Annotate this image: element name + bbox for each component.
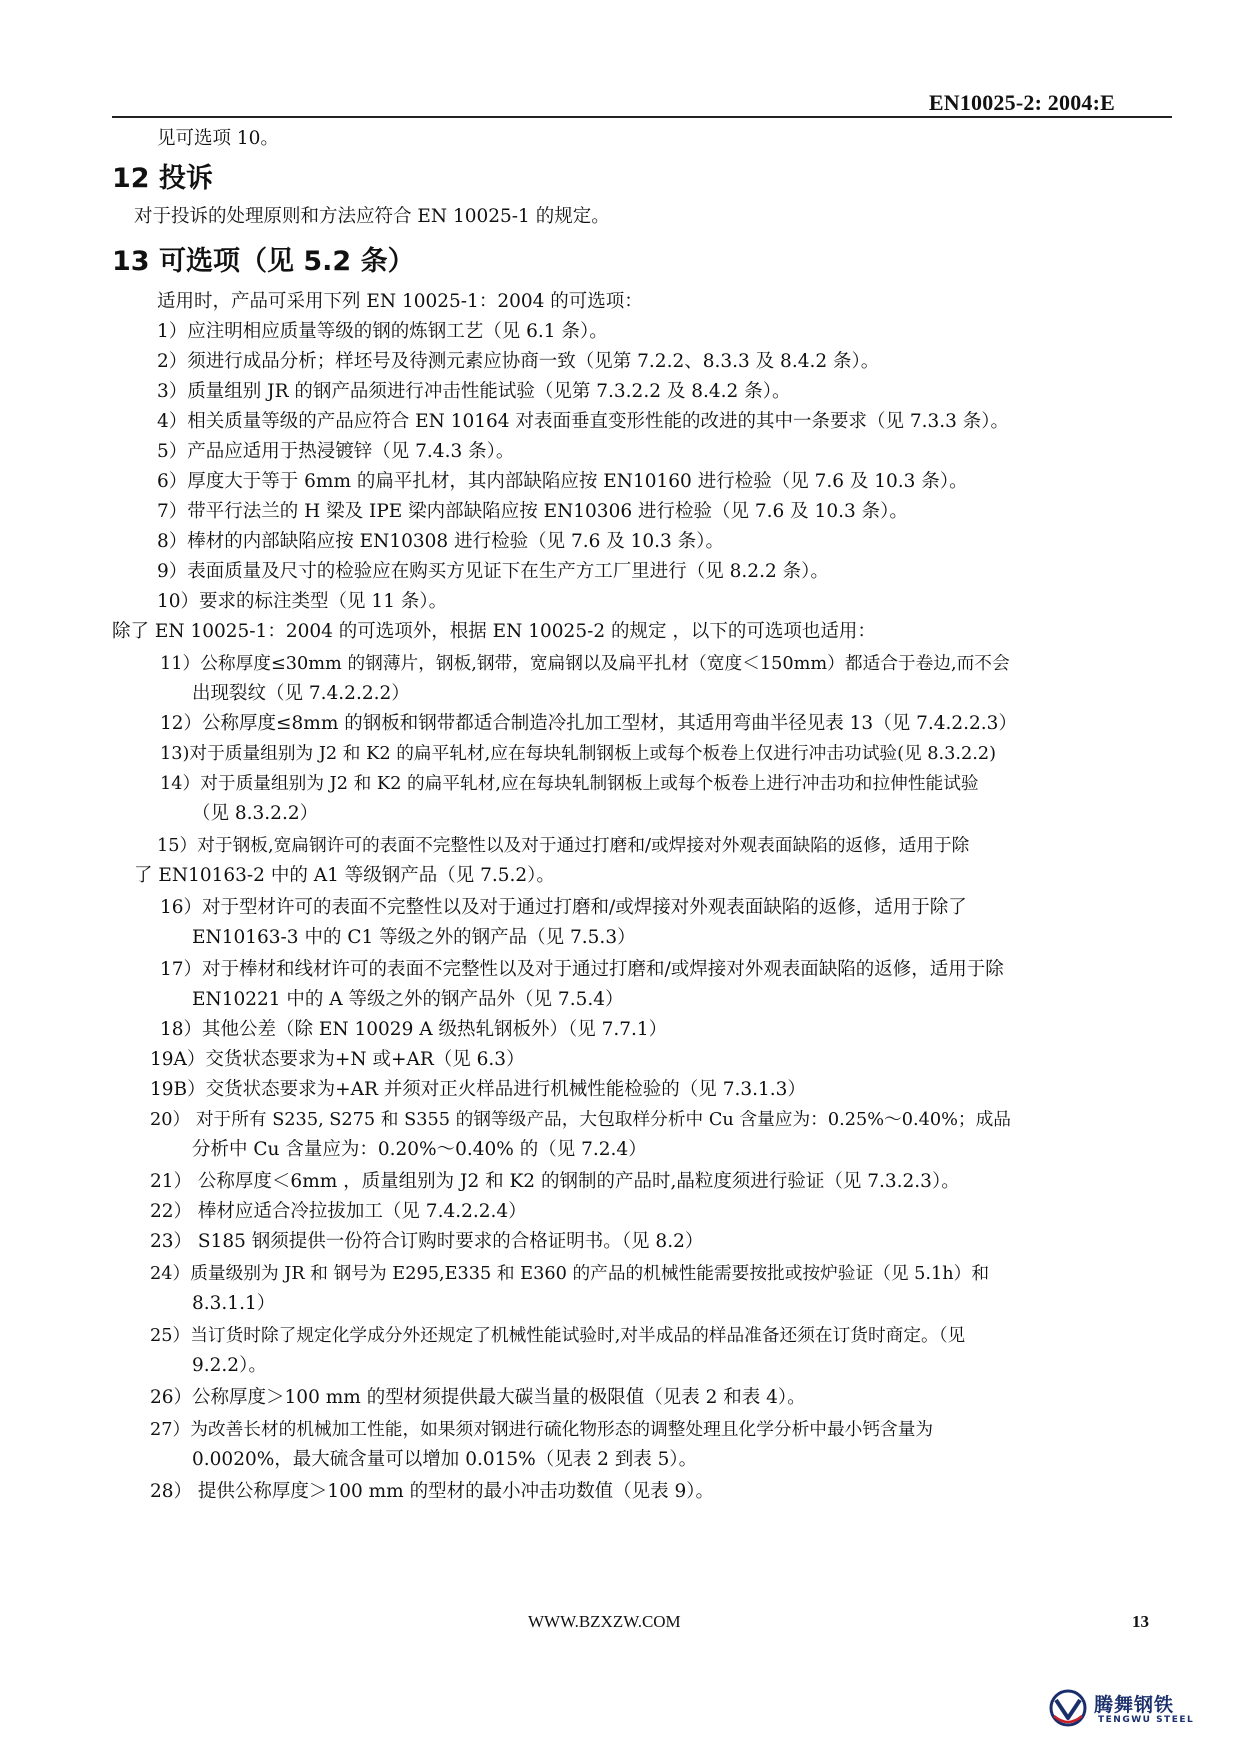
list-item-continuation: 0.0020%，最大硫含量可以增加 0.015%（见表 2 到表 5）。 [192,1449,698,1470]
list-item: 20） 对于所有 S235, S275 和 S355 的钢等级产品，大包取样分析中 Cu 含量应为：0.25%～0.40%；成品 [150,1110,1011,1130]
list-item: 2）须进行成品分析；样坯号及待测元素应协商一致（见第 7.2.2、8.3.3 及 8.4.2 条）。 [157,351,880,372]
list-item-continuation: EN10221 中的 A 等级之外的钢产品外（见 7.5.4） [192,989,624,1010]
logo-emblem-icon [1048,1688,1088,1728]
company-logo [1048,1688,1212,1732]
list-item: 15）对于钢板,宽扁钢许可的表面不完整性以及对于通过打磨和/或焊接对外观表面缺陷的返修，适用于除 [157,836,970,856]
list-item: 27）为改善长材的机械加工性能，如果须对钢进行硫化物形态的调整处理且化学分析中最小钙含量为 [150,1420,934,1440]
section-12-text: 对于投诉的处理原则和方法应符合 EN 10025-1 的规定。 [134,206,610,227]
list-item: 4）相关质量等级的产品应符合 EN 10164 对表面垂直变形性能的改进的其中一条要求（见 7.3.3 条）。 [157,411,1010,432]
list-item: 12）公称厚度≤8mm 的钢板和钢带都适合制造冷扎加工型材，其适用弯曲半径见表 13（见 7.4.2.2.3） [160,713,1017,734]
list-item: 9）表面质量及尺寸的检验应在购买方见证下在生产方工厂里进行（见 8.2.2 条）。 [157,561,829,582]
list-item-continuation: 9.2.2）。 [192,1355,267,1376]
list-item: 10）要求的标注类型（见 11 条）。 [157,591,448,612]
list-item: 5）产品应适用于热浸镀锌（见 7.4.3 条）。 [157,441,515,462]
document-code: EN10025-2: 2004:E [928,90,1115,115]
section-13-intro: 适用时，产品可采用下列 EN 10025-1：2004 的可选项： [157,291,643,312]
list-item: 8）棒材的内部缺陷应按 EN10308 进行检验（见 7.6 及 10.3 条）。 [157,531,724,552]
list-item: 19A）交货状态要求为+N 或+AR（见 6.3） [150,1049,525,1070]
list-item: 17）对于棒材和线材许可的表面不完整性以及对于通过打磨和/或焊接对外观表面缺陷的返修，适用于除 [160,959,1004,980]
list-item: 13)对于质量组别为 J2 和 K2 的扁平轧材,应在每块轧制钢板上或每个板卷上仅进行冲击功试验(见 8.3.2.2) [160,744,997,764]
list-item: 28） 提供公称厚度＞100 mm 的型材的最小冲击功数值（见表 9）。 [150,1481,714,1502]
list-item: 24）质量级别为 JR 和 钢号为 E295,E335 和 E360 的产品的机械性能需要按批或按炉验证（见 5.1h）和 [150,1264,990,1284]
footer-url: WWW.BZXZW.COM [528,1612,681,1631]
intro-line: 见可选项 10。 [157,128,279,149]
list-item: 23） S185 钢须提供一份符合订购时要求的合格证明书。（见 8.2） [150,1231,704,1252]
list-item: 14）对于质量组别为 J2 和 K2 的扁平轧材,应在每块轧制钢板上或每个板卷上进行冲击功和拉伸性能试验 [160,774,979,794]
list-item-continuation: 8.3.1.1） [192,1293,276,1314]
list-item-continuation: EN10163-3 中的 C1 等级之外的钢产品（见 7.5.3） [192,927,636,948]
list-item-continuation: 了 EN10163-2 中的 A1 等级钢产品（见 7.5.2）。 [134,865,555,886]
section-13-heading: 13 可选项（见 5.2 条） [112,246,415,277]
list-item: 19B）交货状态要求为+AR 并须对正火样品进行机械性能检验的（见 7.3.1.3） [150,1079,806,1100]
logo-text-cn: 腾舞钢铁 [1094,1694,1175,1716]
list-item: 7）带平行法兰的 H 梁及 IPE 梁内部缺陷应按 EN10306 进行检验（见 7.6 及 10.3 条）。 [157,501,908,522]
list-item: 18）其他公差（除 EN 10029 A 级热轧钢板外）（见 7.7.1） [160,1019,668,1040]
list-item: 11）公称厚度≤30mm 的钢薄片，钢板,钢带，宽扁钢以及扁平扎材（宽度＜150mm）都适合于卷边,而不会 [160,654,1010,674]
logo-text-en: TENGWU STEEL [1098,1715,1195,1725]
header-rule [112,116,1172,118]
page-number: 13 [1132,1612,1149,1631]
list-item: 25）当订货时除了规定化学成分外还规定了机械性能试验时,对半成品的样品准备还须在订货时商定。（见 [150,1326,966,1346]
list-item: 6）厚度大于等于 6mm 的扁平扎材，其内部缺陷应按 EN10160 进行检验（见 7.6 及 10.3 条）。 [157,471,968,492]
list-item-continuation: （见 8.3.2.2） [192,803,319,824]
list-item: 22） 棒材应适合冷拉拔加工（见 7.4.2.2.4） [150,1201,527,1222]
list-item-continuation: 出现裂纹（见 7.4.2.2.2） [192,683,410,704]
list-item: 1）应注明相应质量等级的钢的炼钢工艺（见 6.1 条）。 [157,321,608,342]
list-item-continuation: 分析中 Cu 含量应为：0.20%～0.40% 的（见 7.2.4） [192,1139,647,1160]
list-item: 26）公称厚度＞100 mm 的型材须提供最大碳当量的极限值（见表 2 和表 4）。 [150,1387,806,1408]
addendum-line: 除了 EN 10025-1：2004 的可选项外，根据 EN 10025-2 的规定 ，以下的可选项也适用： [112,621,876,642]
section-12-heading: 12 投诉 [112,163,213,194]
list-item: 3）质量组别 JR 的钢产品须进行冲击性能试验（见第 7.3.2.2 及 8.4.2 条）。 [157,381,791,402]
list-item: 16）对于型材许可的表面不完整性以及对于通过打磨和/或焊接对外观表面缺陷的返修，适用于除了 [160,897,967,918]
list-item: 21） 公称厚度＜6mm ，质量组别为 J2 和 K2 的钢制的产品时,晶粒度须进行验证（见 7.3.2.3）。 [150,1171,960,1192]
